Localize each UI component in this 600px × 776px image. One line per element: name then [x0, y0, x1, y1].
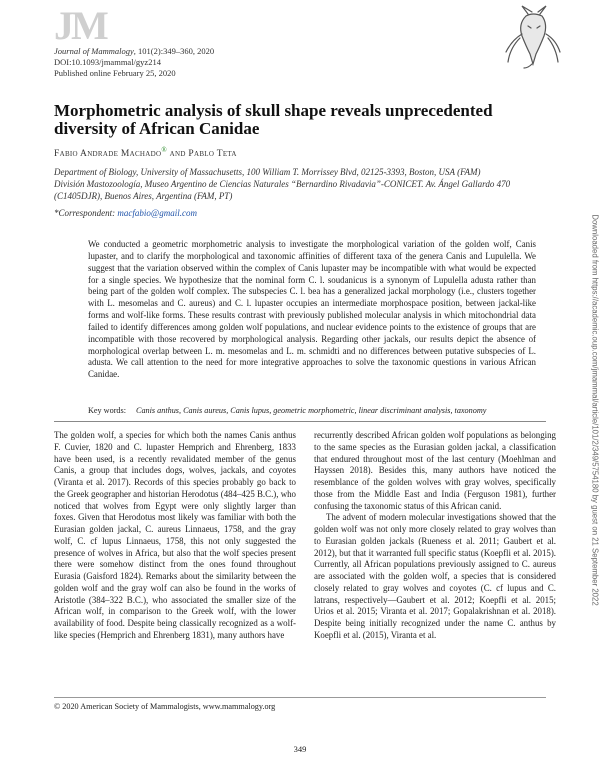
journal-name: Journal of Mammalogy — [54, 46, 134, 56]
author-first: Fabio Andrade Machado — [54, 149, 162, 160]
journal-citation: , 101(2):349–360, 2020 — [133, 46, 215, 56]
copyright-line: © 2020 American Society of Mammalogists, www.mammalogy.org — [54, 702, 276, 711]
footer-divider — [54, 697, 546, 698]
page-number: 349 — [293, 744, 307, 754]
body-paragraph: The advent of modern molecular investigations showed that the golden wolf was not only more closely related to gray wolves than to Eurasian golden jackals (Rueness et al. 2011; Gaubert et al. 2012), but that it warranted full specific status (Koepfli et al. 2015). Currently, all African populations previously assigned to C. aureus are associated with the golden wolf, a species that is considered closely related to gray wolves and coyotes (C. cf lupus and C. latrans, respectively—Gaubert et al. 2012; Koepfli et al. 2015; Urios et al. 2015; Viranta et al. 2017; Gopalakrishnan et al. 2018). Despite being initially recognized under the name C. anthus by Koepfli et al. (2015), Viranta et al. — [314, 512, 556, 640]
orcid-icon[interactable]: ® — [161, 146, 167, 154]
article-title: Morphometric analysis of skull shape reveals unprecedented diversity of African Canidae — [54, 101, 493, 138]
body-paragraph: The golden wolf, a species for which both the names Canis anthus F. Cuvier, 1820 and C. lupaster Hemprich and Ehrenberg, 1833 have been used, is a recently revalidated member of the genus Canis, a group that includes dogs, wolves, jackals, and coyotes (Viranta et al. 2017). Records of this species probably go back to the Greek geographer and historian Herodotus (484–425 B.C.), who noticed that wolves from Egypt were only slightly larger than foxes. Given that Herodotus most likely was familiar with both the Eurasian golden jackal, C. aureus Linnaeus, 1758, and the gray wolf, C. cf lupus Linnaeus, 1758, this not only suggested the presence of wolves in Africa, but also that the wolf species present there were somehow distinct from the ones found throughout Eurasia (Gaisford 1824). Remarks about the similarity between the golden wolf and the gray wolf can also be found in the works of Aristotle (384–322 B.C.), who associated the smaller size of the African wolf, in comparison to the Greek wolf, with the lower availability of food. Despite being classically recognized as a wolf-like species (Hemprich and Ehrenberg 1831), many authors have — [54, 430, 296, 640]
body-paragraph: recurrently described African golden wolf populations as belonging to the same species as the Eurasian golden jackal, a classification that endured throughout most of the last century (Moehlman and Hayssen 2018). Besides this, many authors have noticed the resemblance of the golden wolves with gray wolves, specifically those from the Middle East and India (Ferguson 1981), further confusing the taxonomic status of this African canid. — [314, 430, 556, 511]
correspondent-line — [54, 208, 197, 218]
correspondent-label: *Correspondent: — [54, 208, 118, 218]
affiliation-2: División Mastozoología, Museo Argentino de Ciencias Naturales “Bernardino Rivadavia”-CONICET. Av. Ángel Gallardo 470 (C1405DJR), Buenos Aires, Argentina (FAM, PT) — [54, 179, 511, 202]
body-right-column — [314, 430, 556, 642]
keywords-line — [88, 406, 548, 415]
published-date: Published online February 25, 2020 — [54, 68, 176, 78]
affiliations — [54, 166, 554, 203]
authors-and: and — [166, 149, 189, 160]
wolf-head-icon — [498, 4, 568, 70]
author-second: Pablo Teta — [188, 149, 237, 160]
download-note: Downloaded from https://academic.oup.com/jmammal/article/101/2/349/5754180 by guest on 21 September 2022 — [590, 214, 600, 606]
journal-info — [54, 46, 214, 79]
doi-line: DOI:10.1093/jmammal/gyz214 — [54, 57, 161, 67]
keywords-label: Key words: — [88, 406, 126, 415]
affiliation-1: Department of Biology, University of Massachusetts, 100 William T. Morrissey Blvd, 02125-3393, Boston, USA (FAM) — [54, 167, 481, 177]
keywords-divider — [54, 421, 546, 422]
download-sidebar — [590, 200, 600, 620]
body-left-column — [54, 430, 296, 642]
journal-logo-text: JM — [54, 3, 106, 48]
keywords-list: Canis anthus, Canis aureus, Canis lupus, geometric morphometric, linear discriminant analysis, taxonomy — [135, 406, 487, 415]
abstract-text: We conducted a geometric morphometric analysis to investigate the morphological variation of the golden wolf, Canis lupaster, and to clarify the morphological and taxonomic affinities of different taxa of the genera Canis and Lupulella. We suggest that the variation observed within the complex of Canis lupaster may be incompatible with what would be expected for a single species. We hypothesize that the nominal form C. l. soudanicus is a synonym of Lupulella adusta rather than being part of the golden wolf complex. The subspecies C. l. bea has a generalized jackal morphology (i.e., clusters together with L. mesomelas and C. aureus) and C. l. lupaster occupies an intermediate morphospace position, between jackal-like forms and wolf-like forms. These results contrast with previously published molecular analysis in which mitochondrial data failed to identify differences among golden wolf populations, and nuclear evidence points to the existence of groups that are incompatible with those recovered by morphological analysis. Regarding other jackals, our results depict the absence of morphological overlap between L. m. mesomelas and L. m. schmidti and no differences between putative subspecies of L. adusta. We call attention to the need for more integrative approaches to solve the taxonomic questions in various African Canidae. — [88, 239, 536, 380]
authors-line — [54, 146, 237, 159]
correspondent-email-link[interactable]: macfabio@gmail.com — [117, 208, 197, 218]
